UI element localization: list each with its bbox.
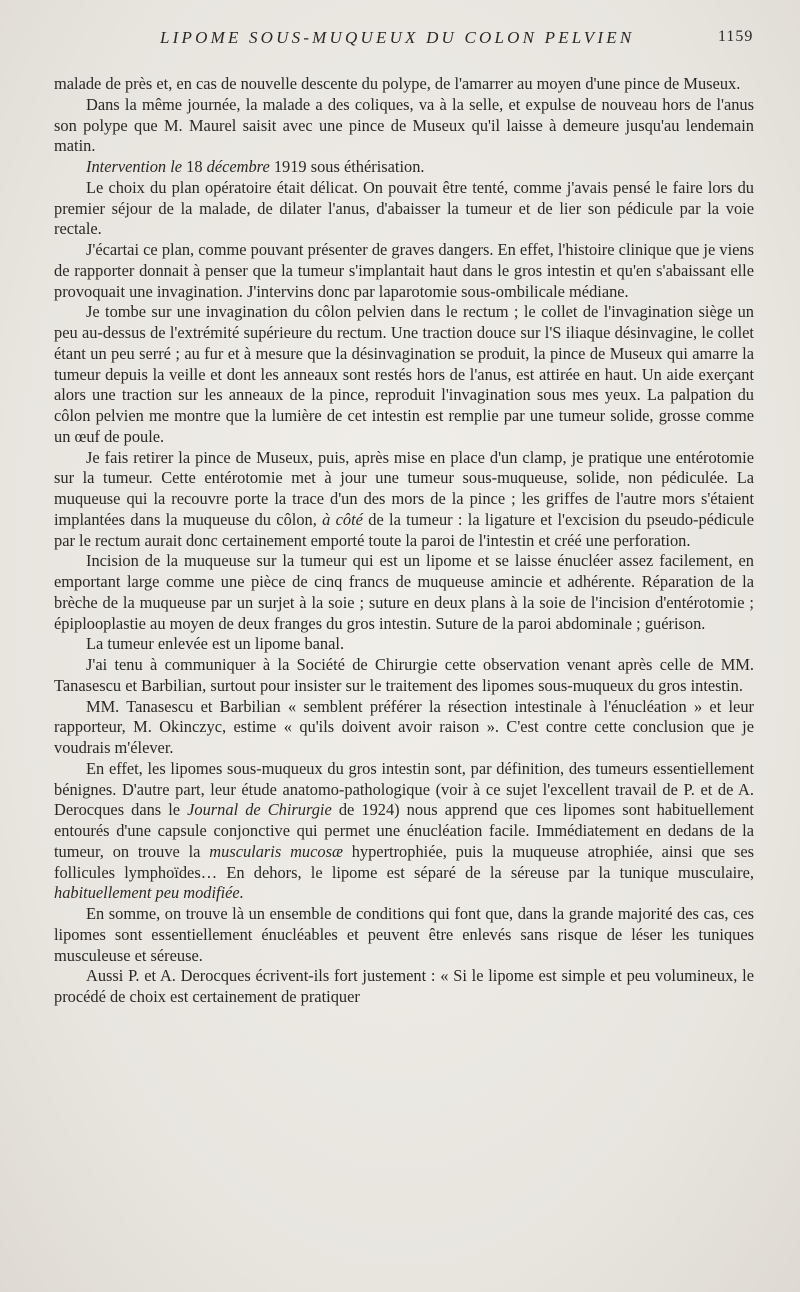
running-title: LIPOME SOUS-MUQUEUX DU COLON PELVIEN: [160, 28, 635, 47]
italic-text: muscularis mucosæ: [209, 841, 343, 861]
body-text: [54, 74, 754, 1008]
text-run: de 1924) nous apprend que ces lipomes sont habituellement entourés d'une capsule conjonctive qui permet une énucléation facile. Immédiatement en dedans de la tumeur, on trouve la: [54, 800, 754, 861]
paragraph: [54, 697, 754, 759]
paragraph: [54, 178, 754, 240]
paragraph: [54, 551, 754, 634]
paragraph: [54, 95, 754, 157]
text-run: MM. Tanasescu et Barbilian « semblent préférer la résection intestinale à l'énucléation » et leur rapporteur, M. Okinczyc, estime « qu'ils doivent avoir raison ». C'est contre cette conclusion que je voudrais m'élever.: [54, 696, 754, 757]
page-number: 1159: [718, 28, 754, 45]
paragraph: [54, 448, 754, 552]
text-run: En somme, on trouve là un ensemble de conditions qui font que, dans la grande majorité des cas, ces lipomes sont essentiellement énucléables et peuvent être enlevés sans risque de léser les tuniques musculeuse et séreuse.: [54, 904, 754, 965]
italic-text: Intervention le: [86, 157, 183, 176]
paragraph: [54, 240, 754, 302]
text-run: de la tumeur : la ligature et l'excision du pseudo-pédicule par le rectum aurait donc certainement emporté toute la paroi de l'intestin et créé une perforation.: [54, 509, 755, 550]
text-run: Dans la même journée, la malade a des coliques, va à la selle, et expulse de nouveau hors de l'anus son polype que M. Maurel saisit avec une pince de Museux qu'il laisse à demeure jusqu'au lendemain matin.: [54, 94, 754, 156]
page-header: [0, 28, 800, 54]
text-run: Incision de la muqueuse sur la tumeur qui est un lipome et se laisse énucléer assez facilement, en emportant large comme une pièce de cinq francs de muqueuse amincie et adhérente. Réparation de la brèche de la muqueuse par un surjet à la soie ; suture en deux plans à la soie de l'incision d'entérotomie ; épiplooplastie au moyen de deux franges du gros intestin. Suture de la paroi abdominale ; guérison.: [54, 551, 754, 633]
text-run: malade de près et, en cas de nouvelle descente du polype, de l'amarrer au moyen d'une pince de Museux.: [54, 74, 741, 93]
paragraph: [54, 759, 754, 904]
text-run: J'écartai ce plan, comme pouvant présenter de graves dangers. En effet, l'histoire clinique que je viens de rapporter donnait à penser que la tumeur s'implantait haut dans le gros intestin et qu'en s'abaissant elle provoquait une invagination. J'intervins donc par laparotomie sous-ombilicale médiane.: [54, 240, 754, 301]
text-run: J'ai tenu à communiquer à la Société de Chirurgie cette observation venant après celle de MM. Tanasescu et Barbilian, surtout pour insister sur le traitement des lipomes sous-muqueux du gros intestin.: [54, 655, 754, 695]
italic-text: Journal de Chirurgie: [187, 800, 332, 820]
paragraph: [54, 655, 754, 697]
text-run: Je fais retirer la pince de Museux, puis, après mise en place d'un clamp, je pratique une entérotomie sur la tumeur. Cette entérotomie met à jour une tumeur sous-muqueuse, solide, non pédiculée. La muqueuse qui la recouvre porte la trace d'un des mors de la pince ; les griffes de l'autre mors s'étaient implantées dans la muqueuse du côlon,: [54, 447, 754, 529]
paragraph: [54, 302, 754, 447]
text-run: La tumeur enlevée est un lipome banal.: [86, 634, 345, 654]
paragraph: [54, 634, 754, 655]
text-run: Le choix du plan opératoire était délicat. On pouvait être tenté, comme j'avais pensé le faire lors du premier séjour de la malade, de dilater l'anus, d'abaisser la tumeur et de lier son pédicule par la voie rectale.: [54, 177, 754, 239]
paragraph: [54, 904, 754, 966]
paragraph: [54, 74, 754, 95]
text-run: 1919 sous éthérisation.: [269, 157, 425, 176]
text-run: En effet, les lipomes sous-muqueux du gros intestin sont, par définition, des tumeurs essentiellement bénignes. D'autre part, leur étude anatomo-pathologique (voir à ce sujet l'excellent travail de P. et de A. Derocques dans le: [54, 758, 754, 820]
paragraph: [54, 966, 754, 1008]
text-run: 18: [182, 157, 207, 176]
italic-text: habituellement peu modifiée.: [54, 883, 244, 903]
text-run: Je tombe sur une invagination du côlon pelvien dans le rectum ; le collet de l'invagination siège un peu au-dessus de l'extrémité supérieure du rectum. Une traction douce sur l'S iliaque désinvagine, le collet étant un peu serré ; au fur et à mesure que la désinvagination se produit, la pince de Museux qui amarre la tumeur depuis la veille et dont les anneaux sont restés hors de l'anus, est attirée en haut. Un aide exerçant alors une traction sur les anneaux de la pince, reproduit l'invagination sous mes yeux. La palpation du côlon pelvien me montre que la lumière de cet intestin est remplie par une tumeur solide, grosse comme un œuf de poule.: [54, 302, 754, 446]
text-run: hypertrophiée, puis la muqueuse atrophiée, ainsi que ses follicules lymphoïdes… En dehors, le lipome est séparé de la séreuse par la tunique musculaire,: [54, 841, 754, 882]
italic-text: décembre: [206, 157, 270, 176]
italic-text: à côté: [322, 509, 363, 529]
paragraph: [54, 157, 754, 178]
text-run: Aussi P. et A. Derocques écrivent-ils fort justement : « Si le lipome est simple et peu volumineux, le procédé de choix est certainement de pratiquer: [54, 966, 754, 1006]
